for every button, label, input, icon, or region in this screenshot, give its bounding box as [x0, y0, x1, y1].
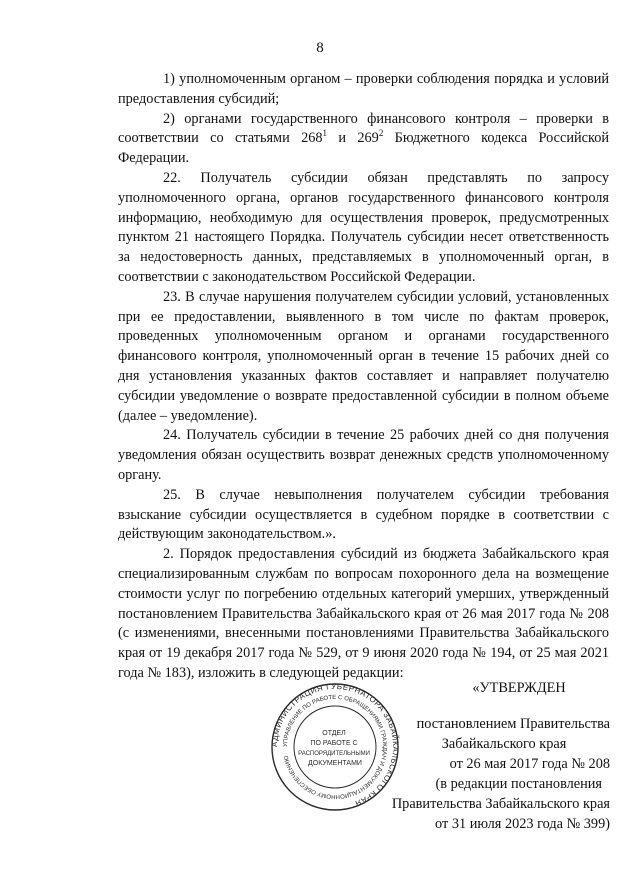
stamp-center-line-4: ДОКУМЕНТАМИ: [308, 760, 362, 767]
page-number: 8: [316, 40, 324, 56]
paragraph-1: 1) уполномоченным органом – проверки соблюдения порядка и условий предоставления субсидий;: [118, 71, 609, 107]
superscript-2: 2: [378, 128, 384, 139]
approval-line-6: от 31 июля 2023 года № 399): [435, 816, 610, 832]
svg-text:ОТДЕЛ ПО РАБОТЕ С РАСП: [298, 730, 372, 767]
paragraph-2: [118, 110, 609, 169]
approval-block: [380, 678, 610, 834]
superscript-1: 1: [322, 128, 328, 139]
paragraph-25: 25. В случае невыполнения получателем субсидии требования взыскание субсидии осуществляется в судебном порядке в соответствии с действующим законодательством.».: [118, 486, 609, 543]
approval-heading: «УТВЕРЖДЕН: [472, 680, 566, 696]
svg-text:УПРАВЛЕНИЕ ПО РАБОТЕ С ОБРАЩЕН: [283, 695, 387, 799]
paragraph-23: 23. В случае нарушения получателем субсидии условий, установленных при ее предоставлении, выявленного в том числе по фактам проверок, проведенных уполномоченным органом и органами государственного финансового контроля, уполномоченный орган в течение 15 рабочих дней со дня установления указанных фактов составляет и направляет получателю субсидии уведомление о возврате предоставленной субсидии в полном объеме (далее – уведомление).: [118, 288, 609, 424]
paragraph-22: 22. Получатель субсидии обязан представлять по запросу уполномоченного органа, органов государственного финансового контроля информацию, необходимую для осуществления проверок, предусмотренных пунктом 21 настоящего Порядка. Получатель субсидии несет ответственность за недостоверность данных, представляемых в уполномоченный орган, в соответствии с законодательством Российской Федерации.: [118, 169, 609, 285]
paragraph-2-text-b: и 269: [327, 130, 379, 147]
document-body: [118, 70, 609, 684]
paragraph-24: 24. Получатель субсидии в течение 25 рабочих дней со дня получения уведомления обязан осуществить возврат денежных средств уполномоченному органу.: [118, 427, 609, 483]
approval-line-3: от 26 мая 2017 года № 208: [449, 756, 610, 772]
stamp-center-line-3: РАСПОРЯДИТЕЛЬНЫМИ: [298, 751, 370, 757]
stamp-inner-ring: [294, 706, 376, 788]
approval-line-5: Правительства Забайкальского края: [391, 796, 610, 812]
paragraph-2-text-c: Бюджетного кодекса Российской Федерации.: [118, 130, 609, 167]
approval-line-2: Забайкальского края: [441, 736, 567, 752]
stamp-outer-text: АДМИНИСТРАЦИЯ ГУБЕРНАТОРА ЗАБАЙКАЛЬСКОГО КРАЯ: [270, 682, 400, 809]
paragraph-2-text-a: 2) органами государственного финансового контроля – проверки в соответствии со статьями 268: [118, 110, 609, 147]
stamp-inner-text: УПРАВЛЕНИЕ ПО РАБОТЕ С ОБРАЩЕНИЯМИ ГРАЖДАН И ДОКУМЕНТАЦИОННОМУ ОБЕСПЕЧЕНИЮ: [282, 694, 388, 800]
stamp-center-line-1: ОТДЕЛ: [322, 730, 346, 737]
paragraph-section-2: 2. Порядок предоставления субсидий из бюджета Забайкальского края специализированным службам по вопросам похоронного дела на возмещение стоимости услуг по погребению отдельных категорий умерших, утвержденный постановлением Правительства Забайкальского края от 26 мая 2017 года № 208 (с изменениями, внесенными постановлениями Правительства Забайкальского края от 19 декабря 2017 года № 529, от 9 июня 2020 года № 194, от 25 мая 2021 года № 183), изложить в следующей редакции:: [118, 546, 609, 681]
stamp-center-line-2: ПО РАБОТЕ С: [310, 740, 358, 747]
approval-line-1: постановлением Правительства: [416, 716, 610, 732]
approval-line-4: (в редакции постановления: [435, 776, 602, 792]
